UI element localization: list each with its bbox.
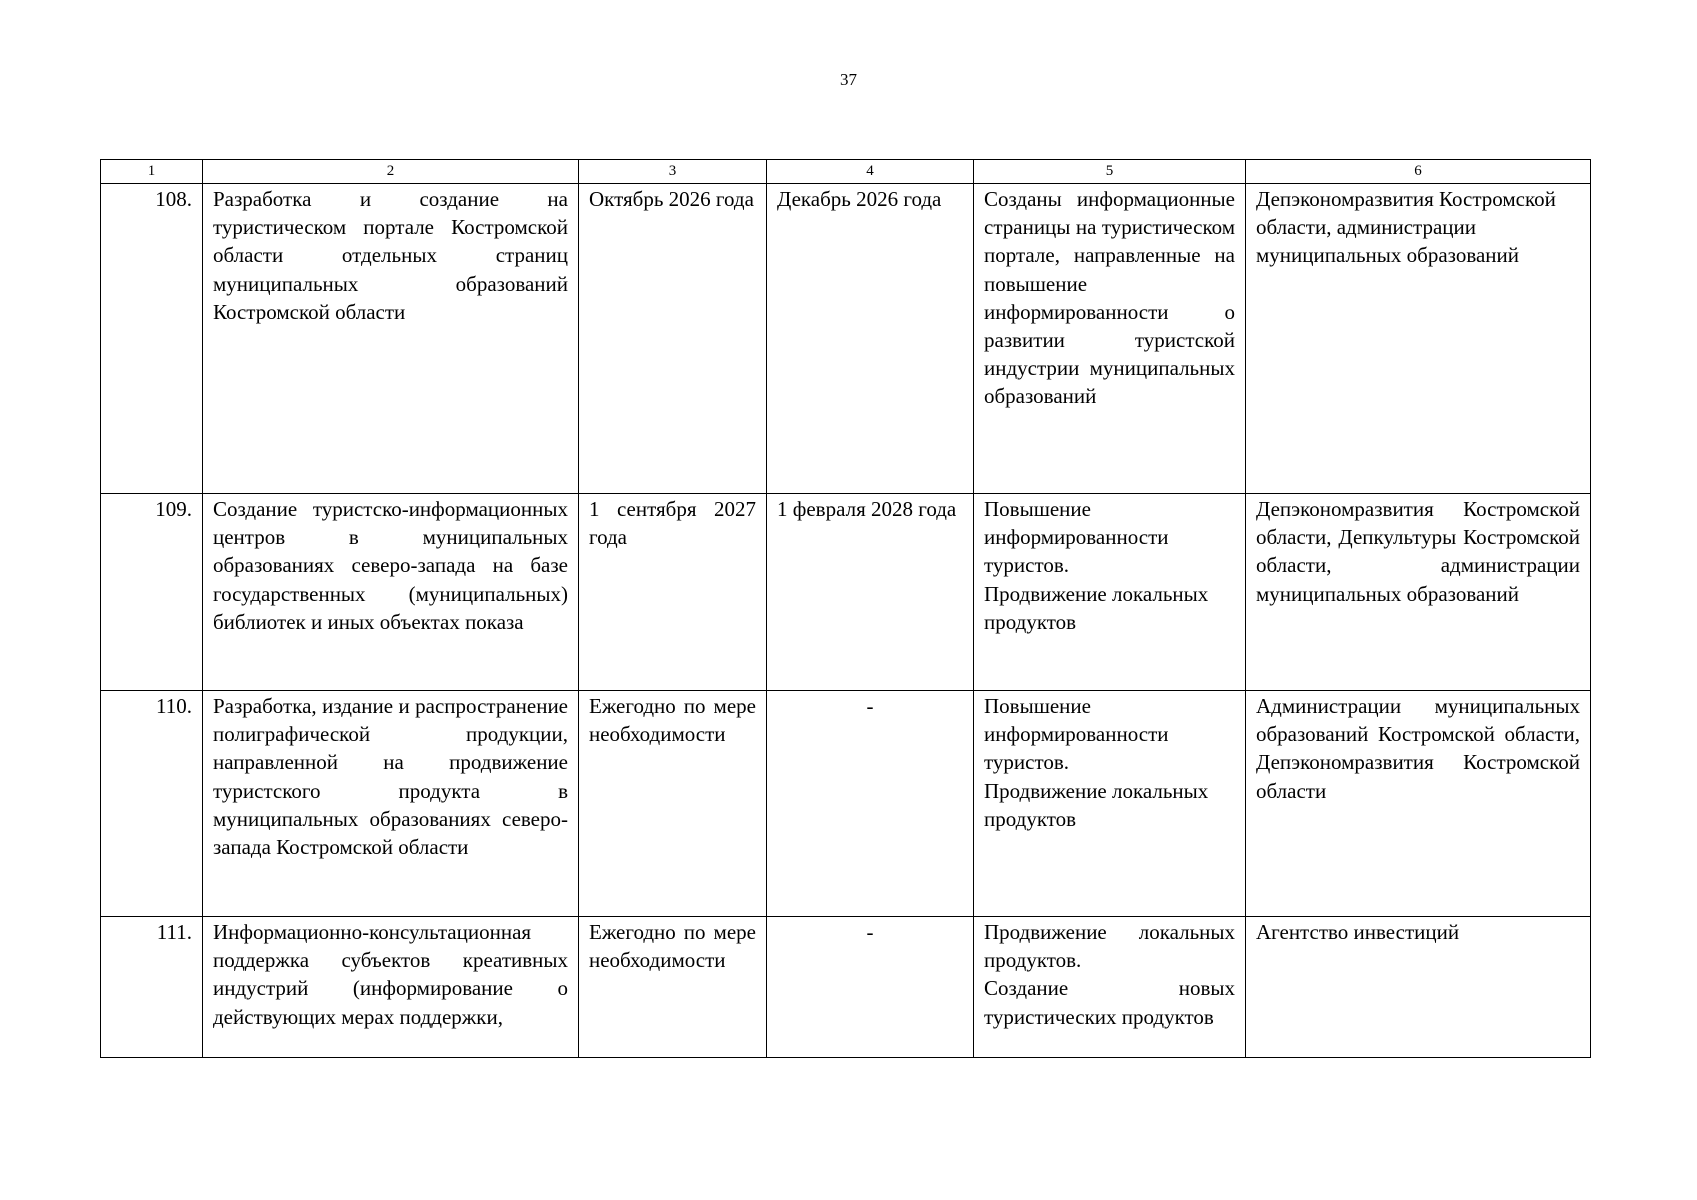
result-text: Повышение информированности туристов. Продвижение локальных продуктов bbox=[984, 694, 1209, 831]
start-date-cell: Ежегодно по мере необходимости bbox=[579, 691, 767, 917]
result-text: Созданы информационные страницы на туристическом портале, направленные на повышение информированности о развитии туристской индустрии муниципальных образований bbox=[984, 187, 1235, 409]
column-header: 6 bbox=[1246, 160, 1591, 184]
row-number: 108. bbox=[101, 184, 203, 494]
row-number: 111. bbox=[101, 917, 203, 1058]
end-date-cell: 1 февраля 2028 года bbox=[767, 494, 974, 691]
column-header: 5 bbox=[974, 160, 1246, 184]
executor-cell: Администрации муниципальных образований Костромской области, Депэкономразвития Костромской области bbox=[1246, 691, 1591, 917]
executor-cell: Депэкономразвития Костромской области, Депкультуры Костромской области, администрации муниципальных образований bbox=[1246, 494, 1591, 691]
page-number: 37 bbox=[840, 70, 857, 89]
result-text: Повышение информированности туристов. Продвижение локальных продуктов bbox=[984, 497, 1209, 634]
executor-cell: Агентство инвестиций bbox=[1246, 917, 1591, 1058]
column-header: 2 bbox=[203, 160, 579, 184]
table-row bbox=[101, 494, 1591, 691]
column-header: 4 bbox=[767, 160, 974, 184]
end-date-cell: - bbox=[767, 691, 974, 917]
row-number: 109. bbox=[101, 494, 203, 691]
event-cell: Информационно-консультационная поддержка субъектов креативных индустрий (информирование о действующих мерах поддержки, bbox=[203, 917, 579, 1058]
start-date-cell: 1 сентября 2027 года bbox=[579, 494, 767, 691]
result-cell bbox=[974, 184, 1246, 494]
start-date-cell: Октябрь 2026 года bbox=[579, 184, 767, 494]
executor-cell: Депэкономразвития Костромской области, администрации муниципальных образований bbox=[1246, 184, 1591, 494]
plan-table bbox=[100, 159, 1591, 1058]
event-cell: Разработка и создание на туристическом портале Костромской области отдельных страниц муниципальных образований Костромской области bbox=[203, 184, 579, 494]
result-text: Продвижение локальных продуктов. Создание новых туристических продуктов bbox=[984, 920, 1235, 1029]
table-header-row bbox=[101, 160, 1591, 184]
table-row bbox=[101, 184, 1591, 494]
table-row bbox=[101, 917, 1591, 1058]
column-header: 1 bbox=[101, 160, 203, 184]
end-date-cell: - bbox=[767, 917, 974, 1058]
row-number: 110. bbox=[101, 691, 203, 917]
result-cell bbox=[974, 494, 1246, 691]
result-cell bbox=[974, 691, 1246, 917]
event-cell: Создание туристско-информационных центров в муниципальных образованиях северо-запада на базе государственных (муниципальных) библиотек и иных объектах показа bbox=[203, 494, 579, 691]
column-header: 3 bbox=[579, 160, 767, 184]
event-cell: Разработка, издание и распространение полиграфической продукции, направленной на продвижение туристского продукта в муниципальных образованиях северо-запада Костромской области bbox=[203, 691, 579, 917]
start-date-cell: Ежегодно по мере необходимости bbox=[579, 917, 767, 1058]
table-row bbox=[101, 691, 1591, 917]
result-cell bbox=[974, 917, 1246, 1058]
end-date-cell: Декабрь 2026 года bbox=[767, 184, 974, 494]
